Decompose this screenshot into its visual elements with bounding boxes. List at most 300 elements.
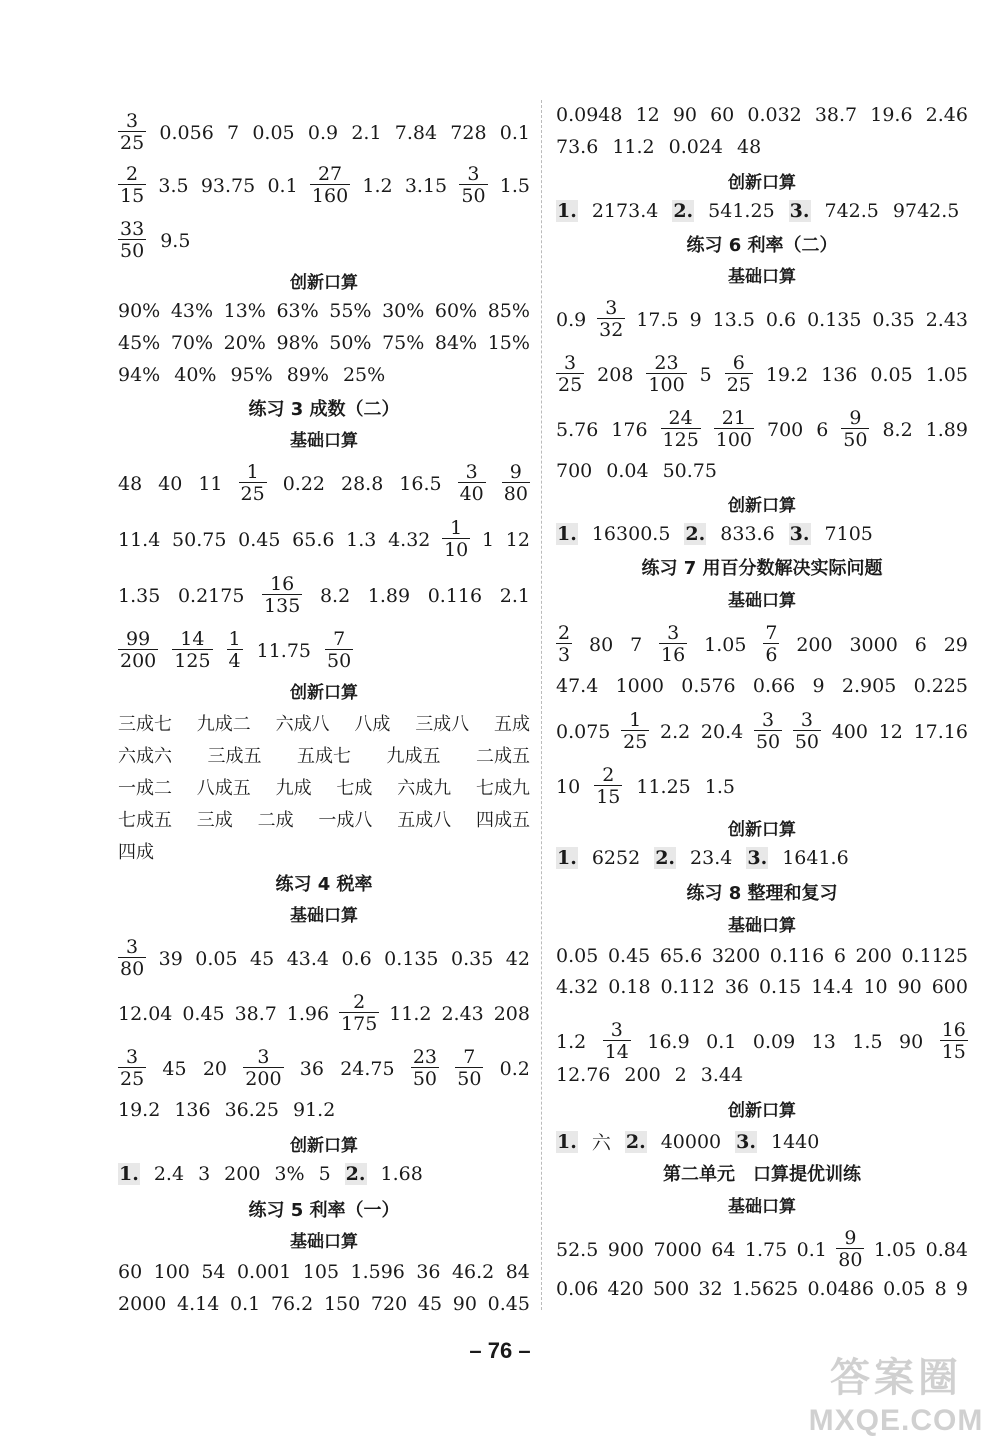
answer-value: 24.75 [340, 1057, 395, 1080]
answer-row [556, 1128, 968, 1155]
numerator: 9 [849, 407, 862, 429]
answer-row [556, 675, 968, 697]
answer-value: 0.1 [230, 1293, 261, 1315]
answer-value: 36.25 [224, 1099, 279, 1121]
denominator: 50 [461, 185, 486, 207]
answer-row [556, 354, 968, 395]
answer-value: 0.116 [769, 945, 825, 967]
answer-row [556, 1229, 968, 1270]
answer-value: 七成五 [118, 810, 172, 831]
numerator: 2 [353, 991, 366, 1013]
answer-value: 九成二 [196, 714, 251, 735]
answer-row [118, 1261, 530, 1283]
answer-fraction [118, 938, 146, 979]
section-title: 练习 4 税率 [275, 874, 373, 895]
answer-value: 15% [487, 332, 530, 354]
denominator: 25 [623, 731, 648, 753]
answer-row [556, 1278, 968, 1300]
denominator: 4 [228, 650, 241, 672]
answer-row [118, 364, 530, 386]
section-title: 练习 6 利率（二） [686, 235, 838, 256]
answer-value: 8.2 [319, 584, 351, 607]
answer-value: 0.2 [499, 1057, 530, 1080]
numerator: 3 [564, 352, 577, 374]
answer-value: 1641.6 [782, 847, 849, 869]
answer-row [118, 463, 530, 504]
answer-value: 0.2175 [177, 584, 245, 607]
answer-value: 9 [689, 308, 702, 331]
answer-value: 1.89 [925, 418, 968, 441]
answer-value: 0.001 [236, 1261, 292, 1283]
answer-value: 0.225 [913, 675, 968, 697]
answer-fraction [262, 575, 302, 616]
answer-row [556, 104, 968, 126]
answer-value: 84% [434, 332, 478, 354]
numerator: 99 [126, 628, 151, 650]
answer-row [118, 300, 530, 322]
answer-value: 12.76 [556, 1064, 611, 1086]
answer-value: 28.8 [340, 472, 384, 495]
answer-row [556, 766, 968, 807]
answer-value: 38.7 [234, 1002, 277, 1025]
answer-value: 1.5 [704, 775, 735, 798]
answer-value: 208 [493, 1002, 530, 1025]
answer-value: 55% [329, 300, 372, 322]
answer-row [118, 519, 530, 560]
section-title: 练习 7 用百分数解决实际问题 [641, 558, 883, 579]
answer-value: 0.45 [182, 1002, 225, 1025]
answer-value: 3.5 [158, 174, 189, 197]
answer-value: 19.2 [118, 1099, 161, 1121]
answer-value: 0.84 [925, 1238, 968, 1261]
answer-value: 91.2 [292, 1099, 336, 1121]
question-number: 3. [747, 847, 768, 869]
answer-value: 40% [174, 364, 217, 386]
answer-row [118, 742, 530, 768]
page-number: – 76 – [469, 1338, 531, 1363]
answer-value: 16.5 [399, 472, 442, 495]
denominator: 16 [661, 644, 686, 666]
answer-value: 10 [556, 775, 581, 798]
answer-value: 45% [118, 332, 161, 354]
answer-value: 60% [434, 300, 478, 322]
answer-value: 0.0486 [807, 1278, 874, 1300]
answer-value: 0.35 [450, 947, 494, 970]
answer-value: 720 [370, 1293, 408, 1315]
answer-value: 39 [158, 947, 183, 970]
answer-row [118, 332, 530, 354]
answer-value: 7105 [824, 523, 873, 545]
answer-value: 0.05 [252, 121, 295, 144]
answer-value: 742.5 [824, 200, 879, 222]
answer-value: 80 [588, 633, 614, 656]
answer-value: 728 [450, 121, 487, 144]
numerator: 16 [941, 1019, 966, 1041]
answer-fraction [239, 463, 267, 504]
answer-value: 32 [698, 1278, 723, 1300]
answer-row [556, 1064, 968, 1086]
denominator: 15 [941, 1041, 966, 1063]
answer-value: 76.2 [270, 1293, 314, 1315]
numerator: 3 [605, 297, 618, 319]
answer-fraction [339, 993, 379, 1034]
denominator: 80 [838, 1249, 863, 1271]
answer-value: 85% [487, 300, 530, 322]
answer-value: 60 [118, 1261, 143, 1283]
section-header: 基础口算 [728, 916, 796, 936]
answer-value: 1.75 [744, 1238, 788, 1261]
answer-value: 54 [201, 1261, 226, 1283]
answer-value: 17.16 [913, 720, 968, 743]
section-header: 基础口算 [290, 1232, 358, 1252]
answer-value: 0.09 [752, 1030, 796, 1053]
answer-fraction [661, 409, 701, 450]
answer-value: 0.1125 [901, 945, 968, 967]
answer-value: 0.45 [238, 528, 281, 551]
numerator: 2 [558, 622, 571, 644]
answer-row [556, 136, 968, 158]
answer-value: 43% [170, 300, 214, 322]
answer-value: 5.76 [556, 418, 599, 441]
answer-value: 1.89 [367, 584, 411, 607]
section-title: 练习 5 利率（一） [248, 1200, 400, 1221]
answer-value: 1.68 [380, 1163, 423, 1185]
answer-fraction [763, 624, 779, 665]
answer-fraction [836, 1229, 864, 1270]
answer-value: 13.5 [712, 308, 755, 331]
answer-row [556, 460, 968, 482]
numerator: 3 [126, 1046, 139, 1068]
answer-fraction [597, 299, 625, 340]
question-number: 1. [557, 847, 577, 869]
answer-value: 63% [276, 300, 319, 322]
numerator: 21 [721, 407, 746, 429]
answer-value: 0.66 [752, 675, 796, 697]
answer-value: 94% [118, 364, 161, 386]
answer-value: 0.05 [883, 1278, 926, 1300]
section-header: 创新口算 [290, 1136, 358, 1156]
answer-value: 9.5 [160, 229, 191, 252]
answer-fraction [725, 354, 753, 395]
answer-value: 九成 [275, 778, 312, 799]
answer-value: 六成八 [275, 714, 330, 735]
answer-value: 三成五 [207, 746, 262, 767]
numerator: 1 [246, 461, 259, 483]
question-number: 1. [557, 1130, 577, 1153]
answer-row [556, 1021, 968, 1062]
answer-row [556, 409, 968, 450]
answer-value: 3200 [711, 945, 761, 967]
answer-fraction [502, 463, 530, 504]
answer-value: 1.05 [925, 363, 968, 386]
answer-value: 60 [710, 104, 735, 126]
section-header: 创新口算 [290, 683, 358, 703]
answer-value: 19.2 [765, 363, 809, 386]
answer-value: 三成 [196, 810, 233, 831]
answer-value: 0.6 [765, 308, 797, 331]
answer-value: 30% [382, 300, 425, 322]
numerator: 23 [654, 352, 679, 374]
answer-value: 20.4 [700, 720, 744, 743]
answer-value: 833.6 [720, 523, 775, 545]
answer-value: 1.5625 [731, 1278, 799, 1300]
answer-fraction [118, 165, 146, 206]
answer-value: 0.6 [341, 947, 372, 970]
answer-value: 一成八 [318, 810, 373, 831]
answer-value: 二成 [257, 810, 294, 831]
answer-fraction [411, 1048, 439, 1089]
answer-value: 90% [118, 300, 161, 322]
question-number: 3. [736, 1130, 756, 1153]
answer-row [118, 838, 530, 864]
answer-value: 3.15 [404, 174, 448, 197]
answer-value: 九成五 [386, 746, 441, 767]
watermark-text: 答案圈 [830, 1355, 962, 1401]
section-header: 基础口算 [290, 431, 358, 451]
answer-fraction [227, 630, 243, 671]
section-header: 创新口算 [728, 496, 796, 516]
answer-value: 45 [417, 1293, 443, 1315]
answer-value: 3000 [849, 633, 898, 656]
answer-value: 43.4 [286, 947, 329, 970]
answer-fraction [621, 711, 649, 752]
answer-value: 五成七 [297, 746, 351, 767]
answer-value: 三成七 [118, 714, 172, 735]
answer-value: 700 [556, 460, 593, 482]
answer-value: 208 [597, 363, 634, 386]
answer-value: 2.46 [925, 104, 968, 126]
numerator: 3 [465, 461, 478, 483]
answer-value: 98% [276, 332, 319, 354]
answer-value: 4.32 [388, 528, 431, 551]
answer-row [556, 945, 968, 967]
answer-value: 11.25 [636, 775, 691, 798]
answer-fraction [458, 463, 486, 504]
section-header: 基础口算 [728, 591, 796, 611]
answer-value: 0.45 [487, 1293, 530, 1315]
denominator: 200 [245, 1068, 282, 1090]
answer-row [118, 220, 530, 261]
answer-value: 2 [674, 1064, 687, 1086]
answer-value: 一成二 [118, 778, 172, 799]
section-header: 基础口算 [728, 1197, 796, 1217]
answer-value: 36 [299, 1057, 324, 1080]
answer-value: 四成 [118, 842, 154, 863]
numerator: 3 [126, 110, 139, 132]
answer-value: 0.112 [660, 976, 715, 998]
numerator: 3 [467, 163, 480, 185]
answer-value: 13% [223, 300, 266, 322]
answer-value: 7 [630, 633, 643, 656]
answer-fraction [455, 1048, 483, 1089]
answer-value: 0.04 [606, 460, 649, 482]
denominator: 25 [726, 374, 751, 396]
answer-value: 150 [323, 1293, 361, 1315]
answer-value: 2000 [118, 1293, 167, 1315]
answer-value: 50.75 [172, 528, 227, 551]
question-number: 2. [625, 1130, 646, 1153]
denominator: 50 [327, 650, 352, 672]
answer-value: 11.2 [612, 136, 655, 158]
answer-value: 176 [611, 418, 648, 441]
question-number: 3. [789, 200, 810, 222]
answer-value: 1.2 [556, 1030, 587, 1053]
answer-fraction [603, 1021, 631, 1062]
question-number: 2. [685, 523, 706, 545]
question-number: 1. [557, 200, 577, 222]
answer-value: 89% [286, 364, 329, 386]
answer-fraction [325, 630, 353, 671]
answer-value: 0.9 [307, 121, 339, 144]
answer-row [556, 711, 968, 752]
answer-value: 75% [382, 332, 425, 354]
answer-value: 16300.5 [591, 523, 671, 545]
question-number: 1. [119, 1163, 139, 1185]
answer-value: 17.5 [636, 308, 679, 331]
section-header: 创新口算 [728, 173, 796, 193]
section-header: 创新口算 [728, 820, 796, 840]
answer-row [556, 624, 968, 665]
answer-value: 48 [118, 472, 143, 495]
numerator: 3 [800, 709, 813, 731]
denominator: 50 [843, 429, 868, 451]
answer-fraction [442, 519, 470, 560]
answer-value: 7.84 [394, 121, 438, 144]
answer-fraction [172, 630, 212, 671]
watermark-url: MXQE.COM [808, 1404, 984, 1437]
question-number: 2. [655, 847, 676, 869]
answer-row [118, 575, 530, 616]
answer-value: 2.43 [925, 308, 968, 331]
answer-value: 12 [878, 720, 903, 743]
answer-value: 6 [833, 945, 846, 967]
answer-value: 2.2 [660, 720, 691, 743]
denominator: 200 [120, 650, 157, 672]
answer-row [118, 630, 530, 671]
numerator: 14 [180, 628, 205, 650]
answer-value: 0.35 [872, 308, 915, 331]
answer-value: 9742.5 [892, 200, 960, 222]
answer-fraction [594, 766, 622, 807]
numerator: 9 [509, 461, 522, 483]
section-header: 创新口算 [728, 1101, 796, 1121]
answer-fraction [556, 354, 584, 395]
answer-value: 0.05 [195, 947, 238, 970]
answer-row [118, 1048, 530, 1089]
numerator: 27 [317, 163, 343, 185]
answer-value: 0.06 [556, 1278, 599, 1300]
answer-value: 0.05 [556, 945, 599, 967]
denominator: 80 [503, 483, 528, 505]
answer-value: 38.7 [814, 104, 858, 126]
section-header: 创新口算 [290, 273, 358, 293]
answer-fraction [754, 711, 782, 752]
answer-value: 8.2 [882, 418, 913, 441]
answer-value: 1.3 [346, 528, 377, 551]
answer-row [118, 1099, 530, 1121]
answer-value: 0.18 [608, 976, 651, 998]
denominator: 15 [120, 185, 145, 207]
answer-row [556, 200, 968, 222]
answer-value: 16.9 [647, 1030, 690, 1053]
answer-fraction [310, 165, 350, 206]
numerator: 3 [610, 1019, 623, 1041]
answer-value: 1.05 [873, 1238, 917, 1261]
answer-value: 19.6 [870, 104, 913, 126]
answer-value: 12 [505, 528, 530, 551]
denominator: 25 [120, 1068, 145, 1090]
answer-value: 1.5 [499, 174, 530, 197]
denominator: 125 [174, 650, 211, 672]
answer-value: 420 [607, 1278, 644, 1300]
answer-value: 0.056 [159, 121, 214, 144]
numerator: 1 [450, 517, 463, 539]
answer-fraction [659, 624, 687, 665]
answer-value: 40000 [660, 1130, 722, 1153]
answer-fraction [118, 1048, 146, 1089]
numerator: 1 [228, 628, 241, 650]
answer-value: 200 [624, 1064, 661, 1086]
numerator: 7 [463, 1046, 476, 1068]
answer-value: 5 [699, 363, 712, 386]
denominator: 3 [558, 644, 571, 666]
answer-value: 0.135 [384, 947, 439, 970]
answer-value: 10 [863, 976, 888, 998]
numerator: 33 [120, 218, 145, 240]
numerator: 2 [602, 764, 615, 786]
answer-value: 7000 [653, 1238, 702, 1261]
answer-value: 90 [899, 1030, 924, 1053]
answer-value: 0.1 [267, 174, 298, 197]
answer-value: 6 [914, 633, 927, 656]
answer-value: 六 [591, 1132, 611, 1154]
answer-value: 36 [724, 976, 750, 998]
answer-value: 1.96 [286, 1002, 330, 1025]
answer-value: 45 [250, 947, 275, 970]
answer-value: 48 [737, 136, 762, 158]
answer-value: 2.1 [499, 584, 530, 607]
answer-value: 3 [198, 1163, 211, 1185]
denominator: 175 [341, 1013, 378, 1035]
answer-value: 90 [452, 1293, 477, 1315]
answer-value: 0.024 [668, 136, 724, 158]
answer-value: 0.45 [607, 945, 651, 967]
numerator: 6 [732, 352, 745, 374]
answer-value: 1 [481, 528, 495, 551]
answer-value: 105 [302, 1261, 340, 1283]
denominator: 25 [558, 374, 583, 396]
answer-row [118, 774, 530, 800]
answer-row [118, 1293, 530, 1315]
denominator: 50 [457, 1068, 482, 1090]
answer-value: 50.75 [662, 460, 717, 482]
numerator: 23 [412, 1046, 438, 1068]
denominator: 50 [794, 731, 820, 753]
answer-value: 200 [796, 633, 833, 656]
answer-value: 0.1 [499, 121, 530, 144]
answer-value: 25% [342, 364, 386, 386]
numerator: 3 [667, 622, 680, 644]
answer-value: 0.1 [796, 1238, 827, 1261]
answer-value: 29 [943, 633, 968, 656]
answer-value: 42 [505, 947, 530, 970]
answer-value: 65.6 [659, 945, 703, 967]
answer-value: 1000 [615, 675, 664, 697]
answer-value: 11.4 [118, 528, 161, 551]
numerator: 3 [126, 936, 139, 958]
answer-fraction [793, 711, 821, 752]
answer-value: 6252 [591, 847, 641, 869]
